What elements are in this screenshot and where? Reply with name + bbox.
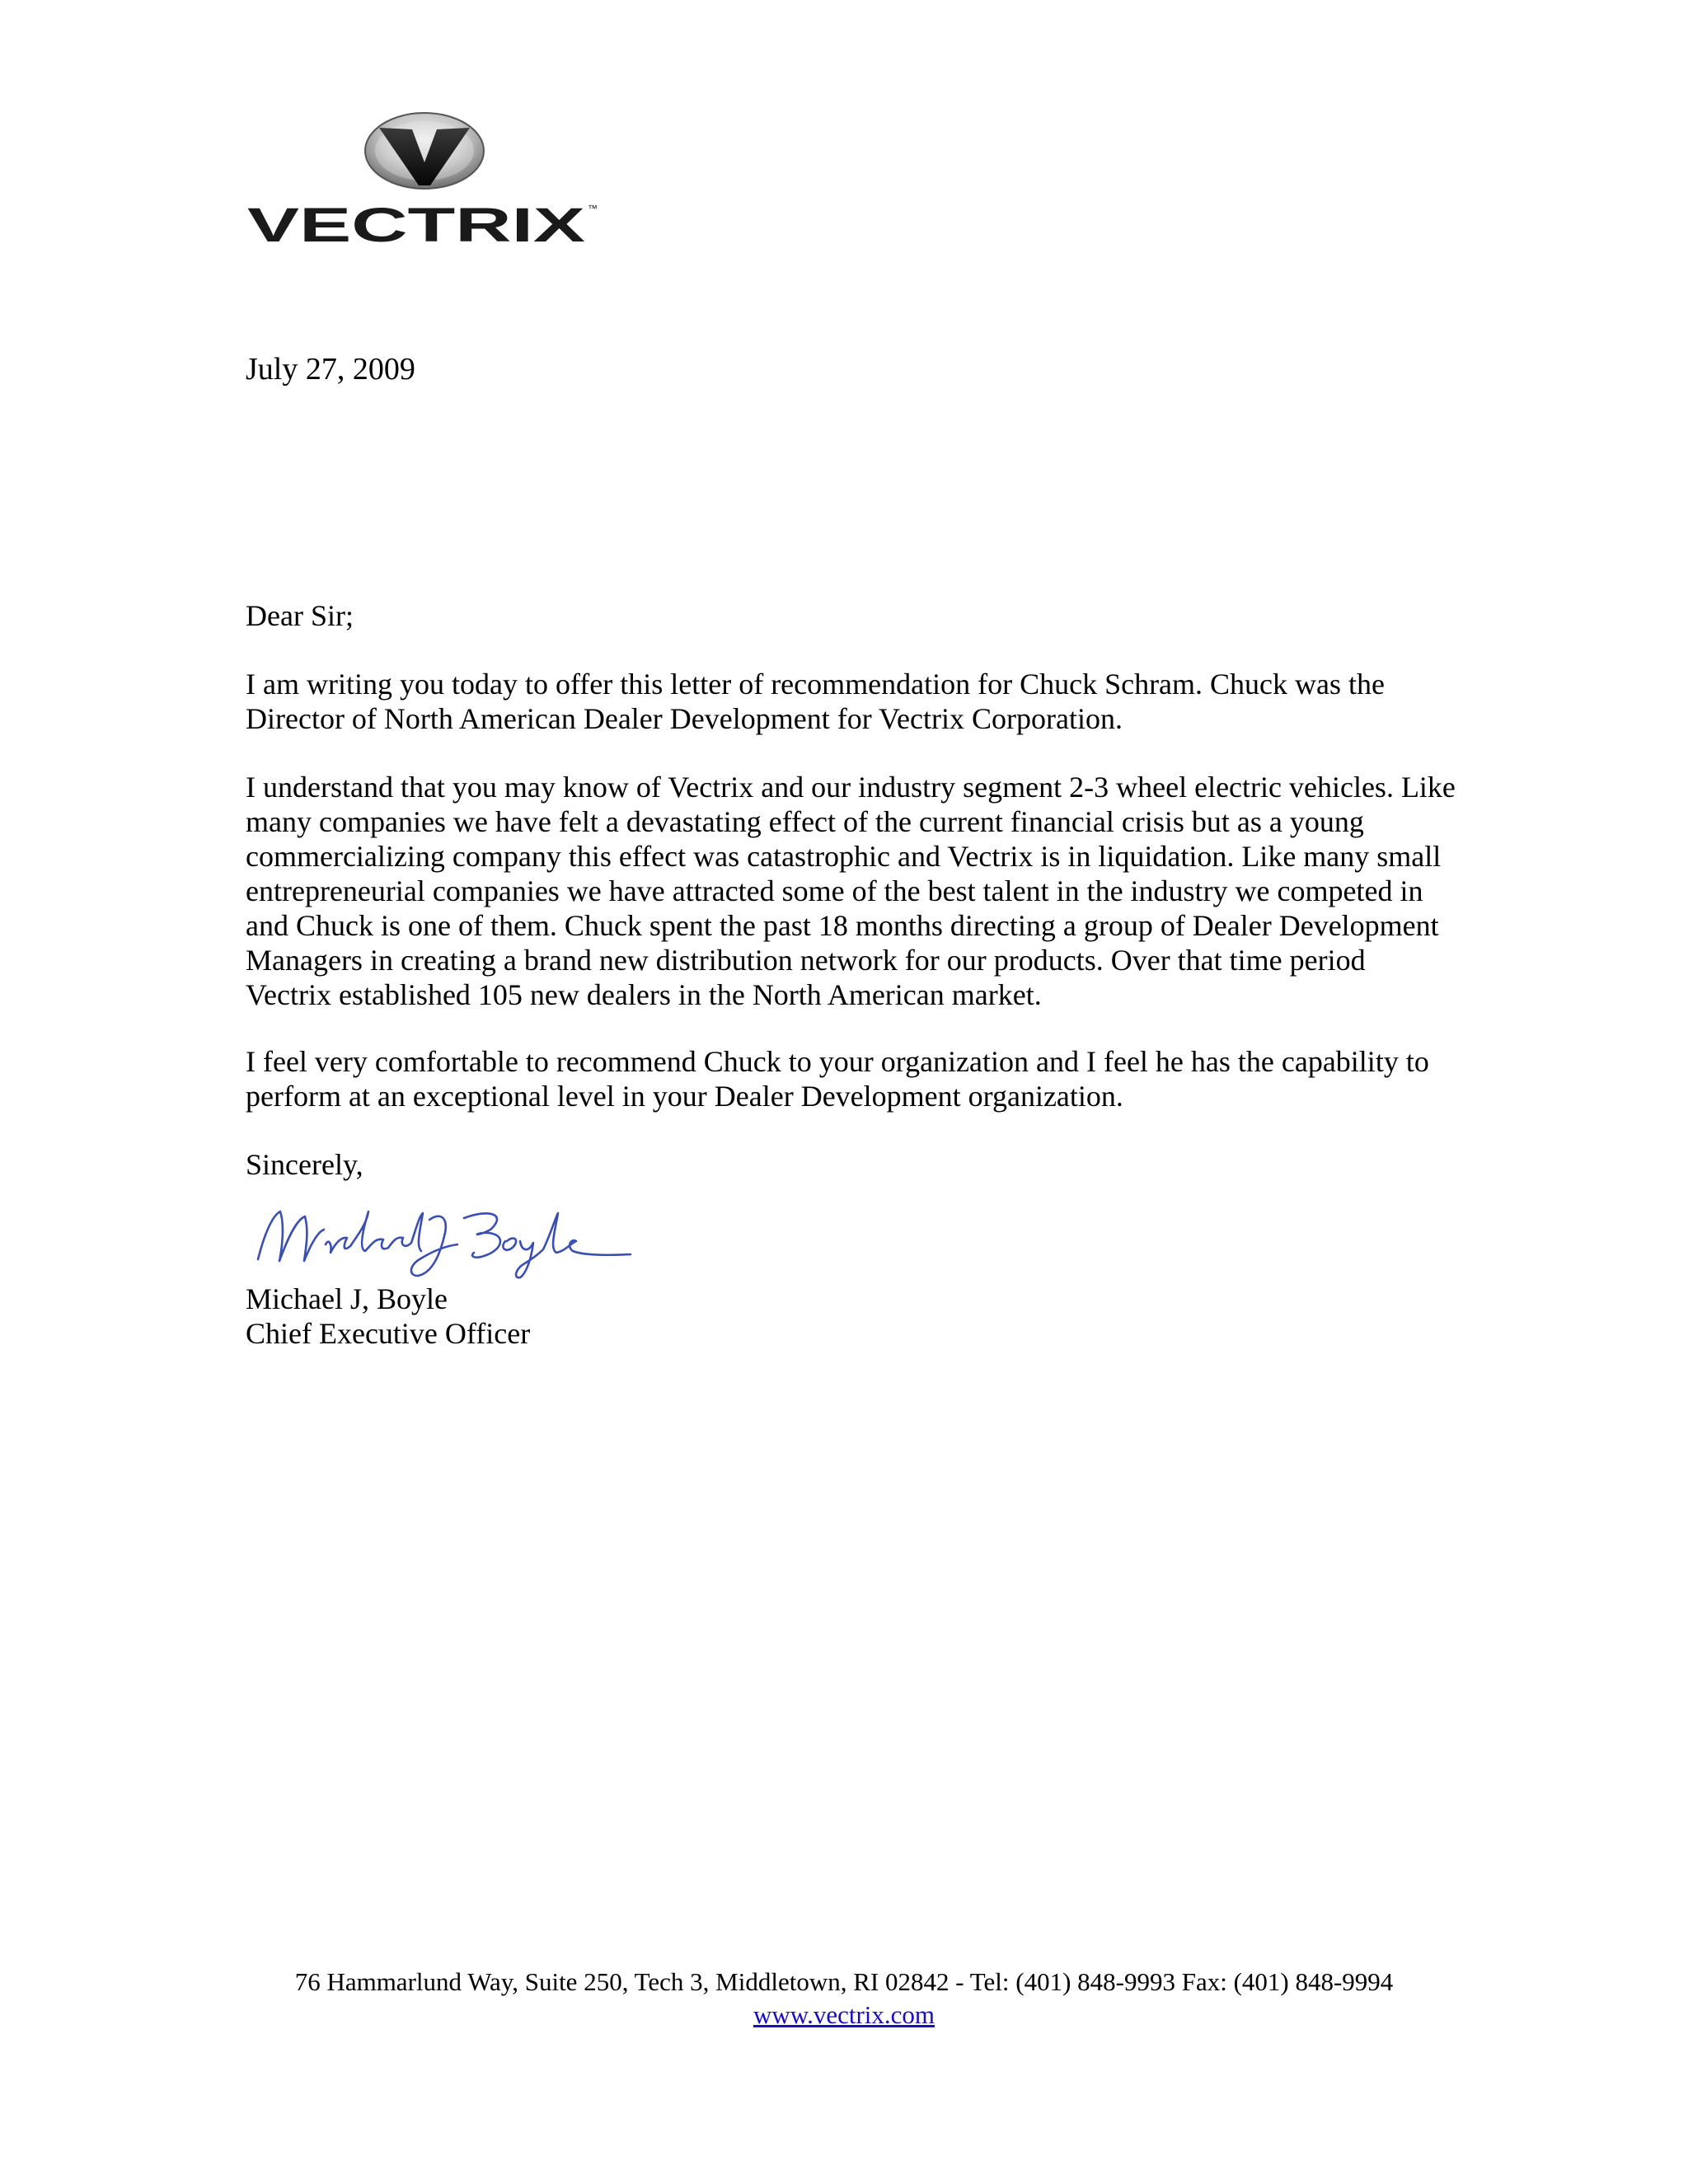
salutation: Dear Sir; <box>246 599 354 632</box>
paragraph-line: and Chuck is one of them. Chuck spent the past 18 months directing a group of Dealer Development <box>246 909 1439 942</box>
signer-title: Chief Executive Officer <box>246 1317 531 1350</box>
trademark-symbol: ™ <box>588 203 598 214</box>
paragraph-line: perform at an exceptional level in your Dealer Development organization. <box>246 1080 1123 1113</box>
paragraph-line: I feel very comfortable to recommend Chuck to your organization and I feel he has the capability to <box>246 1045 1429 1078</box>
paragraph-line: I understand that you may know of Vectrix and our industry segment 2-3 wheel electric vehicles. Like <box>246 771 1456 804</box>
paragraph-line: Vectrix established 105 new dealers in the North American market. <box>246 978 1042 1011</box>
paragraph-line: many companies we have felt a devastating effect of the current financial crisis but as a young <box>246 805 1364 838</box>
paragraph-line: commercializing company this effect was catastrophic and Vectrix is in liquidation. Like many small <box>246 840 1442 873</box>
signer-name: Michael J, Boyle <box>246 1282 448 1315</box>
paragraph-line: I am writing you today to offer this letter of recommendation for Chuck Schram. Chuck was the <box>246 668 1385 701</box>
paragraph-line: entrepreneurial companies we have attracted some of the best talent in the industry we competed in <box>246 874 1423 907</box>
paragraph-line: Director of North American Dealer Development for Vectrix Corporation. <box>246 702 1123 735</box>
footer-address: 76 Hammarlund Way, Suite 250, Tech 3, Middletown, RI 02842 - Tel: (401) 848-9993 Fax: (401) 848-9994 <box>294 1967 1394 1996</box>
vectrix-logo-graphic <box>247 111 602 251</box>
paragraph-line: Managers in creating a brand new distribution network for our products. Over that time period <box>246 944 1366 977</box>
brand-wordmark: VECTRIX <box>247 199 586 251</box>
handwritten-signature <box>243 1187 655 1286</box>
paragraph-2 <box>246 770 1456 1012</box>
letterhead-footer <box>0 1966 1688 2032</box>
paragraph-3 <box>246 1044 1429 1113</box>
website-link[interactable]: www.vectrix.com <box>753 2000 935 2029</box>
paragraph-1 <box>246 667 1385 736</box>
letter-date: July 27, 2009 <box>246 352 415 387</box>
vectrix-logo <box>247 111 602 251</box>
closing: Sincerely, <box>246 1148 363 1181</box>
signature-graphic <box>243 1187 655 1286</box>
